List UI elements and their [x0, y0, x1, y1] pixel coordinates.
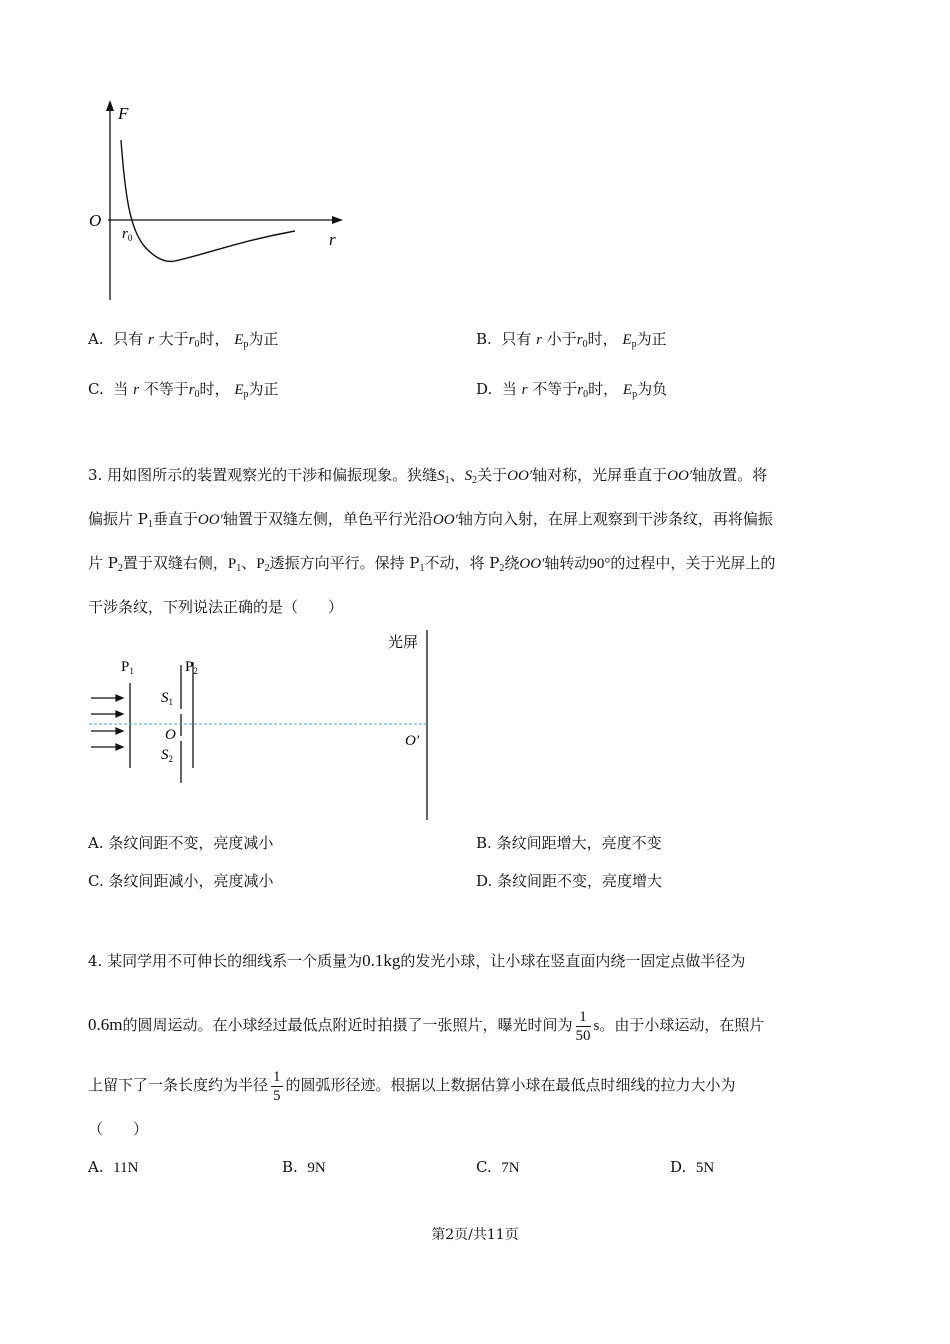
q2-option-a[interactable]: A. 只有 r 大于$r_0$时， $E_p$为正 [88, 330, 279, 350]
r0-label: $r_0$ [122, 226, 133, 243]
q3-line-2: 偏振片 $P_1$垂直于OO′轴置于双缝左侧，单色平行光沿OO′轴方向入射，在屏上观察到干涉条纹，再将偏振 [88, 510, 773, 530]
q4-line-2: 0.6m的圆周运动。在小球经过最低点附近时拍摄了一张照片，曝光时间为 $\frac{1}{50}$ s。由于小球运动，在照片 [88, 1008, 765, 1044]
double-slit-diagram [85, 625, 445, 825]
option-letter: D. [476, 380, 493, 398]
origin-label: O [89, 211, 102, 230]
q3-line-3: 片 $P_2$置于双缝右侧，$P_1$、$P_2$透振方向平行。保持 $P_1$不动，将 $P_2$绕OO′轴转动90°的过程中，关于光屏上的 [88, 554, 776, 574]
arc-length-fraction: $\frac{1}{5}$ [273, 1068, 281, 1104]
q3-option-a[interactable]: A. 条纹间距不变，亮度减小 [88, 834, 274, 852]
q4-line-1: 4. 某同学用不可伸长的细线系一个质量为0.1kg的发光小球，让小球在竖直面内绕一固定点做半径为 [88, 951, 746, 970]
option-letter: C. [88, 380, 104, 398]
y-axis-arrow [106, 100, 114, 111]
s2-label: $S_2$ [161, 747, 173, 764]
o-prime-label: O′ [405, 733, 420, 749]
option-letter: A. [88, 330, 104, 348]
q2-option-b[interactable]: B. 只有 r 小于$r_0$时， $E_p$为正 [476, 330, 667, 350]
x-axis-arrow [332, 216, 343, 224]
question-number: 3. [88, 466, 103, 484]
force-distance-graph [80, 95, 360, 310]
q4-option-b[interactable]: B. 9N [282, 1158, 326, 1176]
x-axis-label: r [329, 230, 336, 249]
p2-label: $P_2$ [185, 659, 198, 676]
q2-option-d[interactable]: D. 当 r 不等于$r_0$时， $E_p$为负 [476, 380, 668, 400]
s1-label: $S_1$ [161, 690, 173, 707]
question-number: 4. [88, 952, 103, 970]
q3-line-4: 干涉条纹，下列说法正确的是（ ） [88, 598, 344, 616]
q3-option-d[interactable]: D. 条纹间距不变，亮度增大 [476, 872, 663, 890]
y-axis-label: F [118, 104, 129, 123]
incident-light-arrows [91, 695, 123, 750]
q4-option-d[interactable]: D. 5N [670, 1158, 715, 1176]
q4-option-a[interactable]: A. 11N [88, 1158, 139, 1176]
screen-label: 光屏 [388, 633, 419, 651]
p1-label: $P_1$ [121, 659, 134, 676]
q4-option-c[interactable]: C. 7N [476, 1158, 520, 1176]
option-letter: B. [476, 330, 492, 348]
exposure-time-fraction: $\frac{1}{50}$ [575, 1008, 591, 1044]
force-curve [121, 140, 295, 261]
q3-option-c[interactable]: C. 条纹间距减小，亮度减小 [88, 872, 274, 890]
o-label: O [165, 727, 176, 743]
q4-line-3: 上留下了一条长度约为半径 $\frac{1}{5}$ 的圆弧形径迹。根据以上数据估算小球在最低点时细线的拉力大小为 [88, 1068, 736, 1104]
q4-line-4: （ ） [88, 1120, 149, 1138]
q3-option-b[interactable]: B. 条纹间距增大，亮度不变 [476, 834, 662, 852]
q3-line-1: 3. 用如图所示的装置观察光的干涉和偏振现象。狭缝$S_1$、$S_2$关于OO′轴对称，光屏垂直于OO′轴放置。将 [88, 466, 768, 486]
q2-option-c[interactable]: C. 当 r 不等于$r_0$时， $E_p$为正 [88, 380, 279, 400]
page-footer: 第2页/共11页 [431, 1227, 519, 1243]
